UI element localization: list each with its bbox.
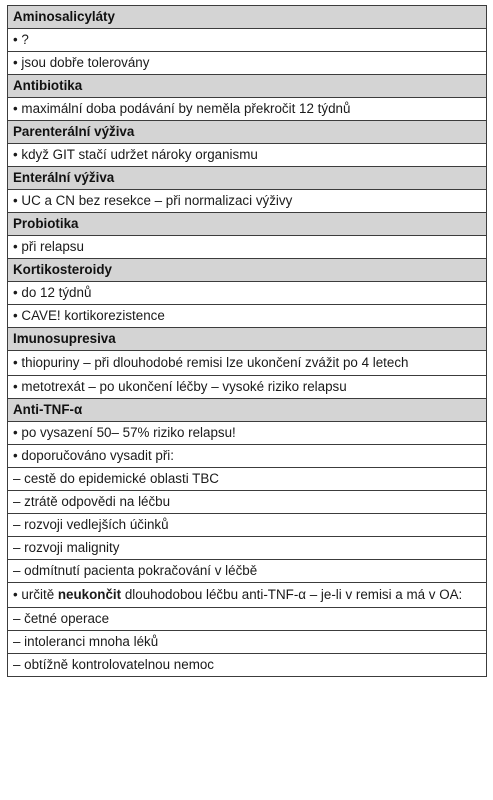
- section-title: Probiotika: [13, 216, 79, 231]
- section-header-row: [8, 75, 487, 98]
- section-header-row: [8, 213, 487, 236]
- table-cell: [8, 52, 487, 75]
- cell-text: – rozvoji vedlejších účinků: [13, 517, 169, 532]
- cell-text: • metotrexát – po ukončení léčby – vysoké riziko relapsu: [13, 379, 347, 394]
- table-row: [8, 98, 487, 121]
- section-title: Parenterální výživa: [13, 124, 135, 139]
- table-row: [8, 305, 487, 328]
- cell-text: • do 12 týdnů: [13, 285, 92, 300]
- table-row: [8, 631, 487, 654]
- table-cell: [8, 351, 487, 376]
- table-cell: [8, 282, 487, 305]
- table-row: [8, 654, 487, 677]
- table-cell: [8, 537, 487, 560]
- table-row: [8, 144, 487, 167]
- cell-text: • určitě: [13, 587, 58, 602]
- table-row: [8, 514, 487, 537]
- section-header-cell: [8, 75, 487, 98]
- section-title: Antibiotika: [13, 78, 83, 93]
- cell-text: • po vysazení 50– 57% riziko relapsu!: [13, 425, 236, 440]
- table-cell: [8, 491, 487, 514]
- table-row: [8, 537, 487, 560]
- table-row: [8, 468, 487, 491]
- table-cell: [8, 144, 487, 167]
- table-cell: [8, 468, 487, 491]
- cell-text: • maximální doba podávání by neměla překročit 12 týdnů: [13, 101, 351, 116]
- section-header-cell: [8, 213, 487, 236]
- cell-text: • když GIT stačí udržet nároky organismu: [13, 147, 258, 162]
- cell-text: – cestě do epidemické oblasti TBC: [13, 471, 219, 486]
- table-row: [8, 351, 487, 376]
- section-header-row: [8, 167, 487, 190]
- table-row: [8, 445, 487, 468]
- table-row: [8, 190, 487, 213]
- table-cell: [8, 376, 487, 399]
- table-row: [8, 608, 487, 631]
- table-cell: [8, 631, 487, 654]
- therapy-discontinuation-table: [7, 5, 487, 677]
- table-row: [8, 583, 487, 608]
- table-cell: [8, 583, 487, 608]
- section-header-row: [8, 259, 487, 282]
- table-cell: [8, 29, 487, 52]
- table-row: [8, 376, 487, 399]
- section-header-row: [8, 399, 487, 422]
- table-row: [8, 282, 487, 305]
- cell-text: dlouhodobou léčbu anti-TNF-α – je-li v remisi a má v OA:: [121, 587, 463, 602]
- section-title: Aminosalicyláty: [13, 9, 115, 24]
- table-row: [8, 52, 487, 75]
- section-title: Imunosupresiva: [13, 331, 116, 346]
- section-header-cell: [8, 259, 487, 282]
- cell-text: – rozvoji malignity: [13, 540, 120, 555]
- table-row: [8, 29, 487, 52]
- section-header-cell: [8, 328, 487, 351]
- section-title: Kortikosteroidy: [13, 262, 112, 277]
- section-header-row: [8, 121, 487, 144]
- cell-text: • doporučováno vysadit při:: [13, 448, 175, 463]
- section-header-cell: [8, 6, 487, 29]
- table-cell: [8, 654, 487, 677]
- table-row: [8, 491, 487, 514]
- table-cell: [8, 560, 487, 583]
- cell-text: • ?: [13, 32, 29, 47]
- cell-text: – obtížně kontrolovatelnou nemoc: [13, 657, 214, 672]
- table-row: [8, 422, 487, 445]
- table-cell: [8, 422, 487, 445]
- cell-text: • CAVE! kortikorezistence: [13, 308, 165, 323]
- table-cell: [8, 608, 487, 631]
- section-title: Enterální výživa: [13, 170, 115, 185]
- table-row: [8, 236, 487, 259]
- table-row: [8, 560, 487, 583]
- section-header-cell: [8, 399, 487, 422]
- table-cell: [8, 98, 487, 121]
- table-cell: [8, 445, 487, 468]
- cell-text: • při relapsu: [13, 239, 84, 254]
- cell-text: – ztrátě odpovědi na léčbu: [13, 494, 171, 509]
- section-header-row: [8, 328, 487, 351]
- cell-text: – četné operace: [13, 611, 110, 626]
- section-header-cell: [8, 167, 487, 190]
- table-cell: [8, 236, 487, 259]
- table-cell: [8, 514, 487, 537]
- table-cell: [8, 190, 487, 213]
- section-header-row: [8, 6, 487, 29]
- section-title: Anti-TNF-α: [13, 402, 83, 417]
- table-cell: [8, 305, 487, 328]
- cell-text: • UC a CN bez resekce – při normalizaci výživy: [13, 193, 293, 208]
- emphasis-text: neukončit: [57, 587, 122, 602]
- section-header-cell: [8, 121, 487, 144]
- table-body: [8, 6, 487, 677]
- cell-text: – intoleranci mnoha léků: [13, 634, 159, 649]
- cell-text: • thiopuriny – při dlouhodobé remisi lze ukončení zvážit po 4 letech: [13, 355, 409, 370]
- cell-text: • jsou dobře tolerovány: [13, 55, 150, 70]
- cell-text: – odmítnutí pacienta pokračování v léčbě: [13, 563, 258, 578]
